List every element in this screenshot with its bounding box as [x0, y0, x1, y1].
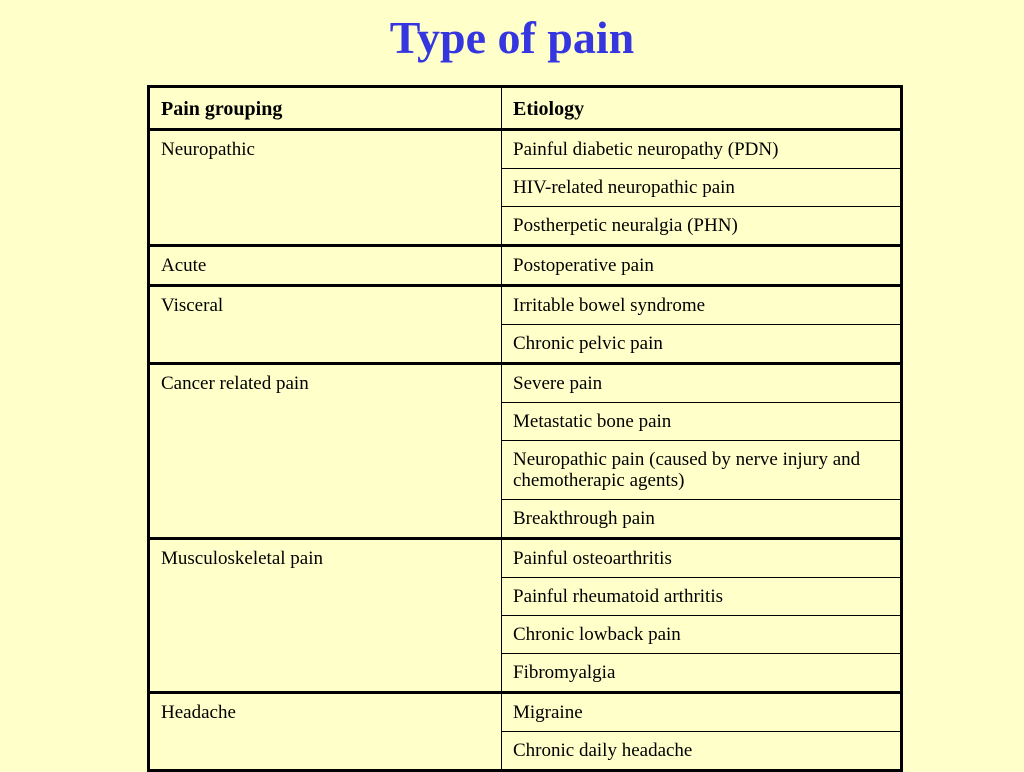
header-etiology: Etiology — [502, 87, 902, 130]
group-headache — [149, 693, 902, 771]
table-row — [149, 130, 902, 169]
table-row — [149, 539, 902, 578]
etiology-cell: Painful rheumatoid arthritis — [502, 578, 902, 616]
grouping-cell: Musculoskeletal pain — [149, 539, 502, 693]
etiology-cell: Migraine — [502, 693, 902, 732]
etiology-cell: Breakthrough pain — [502, 500, 902, 539]
grouping-cell: Neuropathic — [149, 130, 502, 246]
table-row — [149, 246, 902, 286]
table-header — [149, 87, 902, 130]
table-row — [149, 693, 902, 732]
group-visceral — [149, 286, 902, 364]
etiology-cell: Painful osteoarthritis — [502, 539, 902, 578]
etiology-cell: Chronic lowback pain — [502, 616, 902, 654]
group-neuropathic — [149, 130, 902, 246]
etiology-cell: Postoperative pain — [502, 246, 902, 286]
etiology-cell: Severe pain — [502, 364, 902, 403]
grouping-cell: Acute — [149, 246, 502, 286]
etiology-cell: HIV-related neuropathic pain — [502, 169, 902, 207]
etiology-cell: Chronic daily headache — [502, 732, 902, 771]
header-pain-grouping: Pain grouping — [149, 87, 502, 130]
etiology-cell: Irritable bowel syndrome — [502, 286, 902, 325]
etiology-cell: Painful diabetic neuropathy (PDN) — [502, 130, 902, 169]
etiology-cell: Fibromyalgia — [502, 654, 902, 693]
group-musculoskeletal — [149, 539, 902, 693]
etiology-cell: Chronic pelvic pain — [502, 325, 902, 364]
header-row — [149, 87, 902, 130]
pain-type-table — [147, 85, 903, 772]
etiology-cell: Metastatic bone pain — [502, 403, 902, 441]
table-row — [149, 364, 902, 403]
grouping-cell: Visceral — [149, 286, 502, 364]
grouping-cell: Cancer related pain — [149, 364, 502, 539]
etiology-cell: Neuropathic pain (caused by nerve injury and chemotherapic agents) — [502, 441, 902, 500]
grouping-cell: Headache — [149, 693, 502, 771]
slide-title: Type of pain — [389, 12, 635, 63]
group-acute — [149, 246, 902, 286]
table-row — [149, 286, 902, 325]
etiology-cell: Postherpetic neuralgia (PHN) — [502, 207, 902, 246]
group-cancer-related — [149, 364, 902, 539]
